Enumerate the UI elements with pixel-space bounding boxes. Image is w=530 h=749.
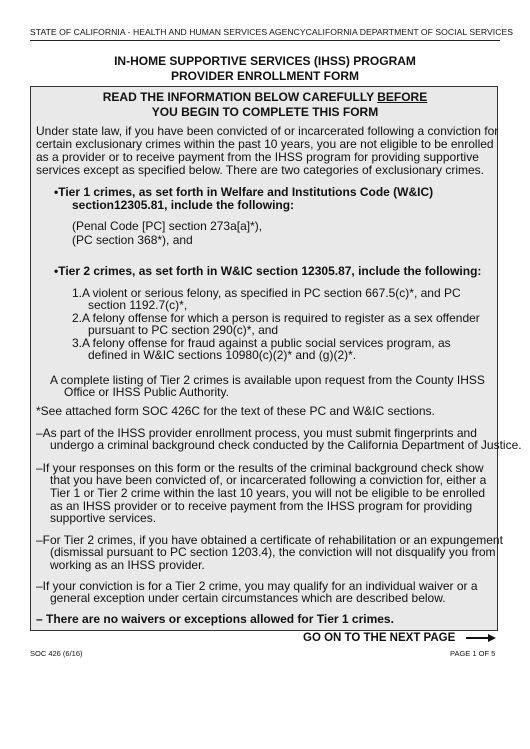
tier1-heading-cont: section12305.81, include the following: — [72, 198, 295, 212]
tier2-item: pursuant to PC section 290(c)*, and — [88, 323, 279, 337]
tier2-item: 1.A violent or serious felony, as specified in PC section 667.5(c)*, and PC — [72, 286, 461, 300]
header-rule — [30, 40, 500, 41]
waiver-paragraph: general exception under certain circumstances which are described below. — [50, 591, 446, 605]
responses-paragraph: as an IHSS provider or to receive payment from the IHSS program for providing — [50, 499, 473, 513]
rehab-paragraph: working as an IHSS provider. — [50, 558, 205, 572]
footnote: *See attached form SOC 426C for the text of these PC and W&IC sections. — [36, 404, 435, 418]
responses-paragraph: –If your responses on this form or the results of the criminal background check show — [36, 461, 484, 475]
right-arrow-icon — [466, 633, 496, 643]
tier2-listing: A complete listing of Tier 2 crimes is available upon request from the County IHSS — [50, 373, 485, 387]
fingerprint-paragraph: undergo a criminal background check conducted by the California Department of Justice. — [50, 438, 522, 452]
responses-paragraph: that you have been convicted of, or incarcerated following a conviction for, either a — [50, 473, 487, 487]
rehab-paragraph: (dismissal pursuant to PC section 1203.4), the conviction will not disqualify you from — [50, 545, 496, 559]
tier2-item: section 1192.7(c)*, — [88, 298, 188, 312]
no-waiver-statement: – There are no waivers or exceptions allowed for Tier 1 crimes. — [36, 612, 394, 626]
waiver-paragraph: –If your conviction is for a Tier 2 crime, you may qualify for an individual waiver or a — [36, 579, 478, 593]
tier1-heading: •Tier 1 crimes, as set forth in Welfare and Institutions Code (W&IC) — [54, 185, 434, 199]
rehab-paragraph: –For Tier 2 crimes, if you have obtained a certificate of rehabilitation or an expungement — [36, 533, 503, 547]
agency-header: STATE OF CALIFORNIA - HEALTH AND HUMAN SERVICES AGENCYCALIFORNIA DEPARTMENT OF SOCIAL SERVICES — [30, 27, 514, 37]
notice-line2: YOU BEGIN TO COMPLETE THIS FORM — [151, 104, 379, 119]
responses-paragraph: Tier 1 or Tier 2 crime within the last 10 years, you will not be eligible to be enrolled — [50, 486, 486, 500]
intro-line: services except as specified below. There are two categories of exclusionary crimes. — [36, 163, 484, 177]
intro-line: certain exclusionary crimes within the past 10 years, you are not eligible to be enrolled — [36, 137, 494, 151]
notice-line1 — [32, 90, 498, 105]
form-title — [30, 54, 500, 83]
next-page-instruction: GO ON TO THE NEXT PAGE — [303, 632, 456, 644]
fingerprint-paragraph: –As part of the IHSS provider enrollment process, you must submit fingerprints and — [36, 426, 477, 440]
tier2-heading: •Tier 2 crimes, as set forth in W&IC section 12305.87, include the following: — [54, 264, 482, 278]
form-number: SOC 426 (6/16) — [30, 649, 83, 658]
form-title-line2: PROVIDER ENROLLMENT FORM — [171, 68, 359, 83]
tier1-item: (Penal Code [PC] section 273a[a]*), — [72, 219, 263, 233]
tier2-listing: Office or IHSS Public Authority. — [64, 385, 229, 399]
notice-before-underlined: BEFORE — [377, 90, 428, 104]
form-title-line1: IN-HOME SUPPORTIVE SERVICES (IHSS) PROGRAM — [114, 54, 416, 68]
tier1-item: (PC section 368*), and — [72, 233, 193, 247]
read-carefully-notice — [32, 90, 498, 119]
responses-paragraph: supportive services. — [50, 511, 157, 525]
page-number: PAGE 1 OF 5 — [450, 649, 496, 658]
intro-line: Under state law, if you have been convicted of or incarcerated following a conviction for — [36, 124, 499, 138]
tier2-item: defined in W&IC sections 10980(c)(2)* and (g)(2)*. — [88, 348, 357, 362]
intro-line: as a provider or to receive payment from the IHSS program for providing supportive — [36, 150, 479, 164]
notice-line1-text: READ THE INFORMATION BELOW CAREFULLY — [102, 90, 378, 104]
tier2-item: 3.A felony offense for fraud against a public social services program, as — [72, 336, 451, 350]
tier2-item: 2.A felony offense for which a person is required to register as a sex offender — [72, 311, 480, 325]
